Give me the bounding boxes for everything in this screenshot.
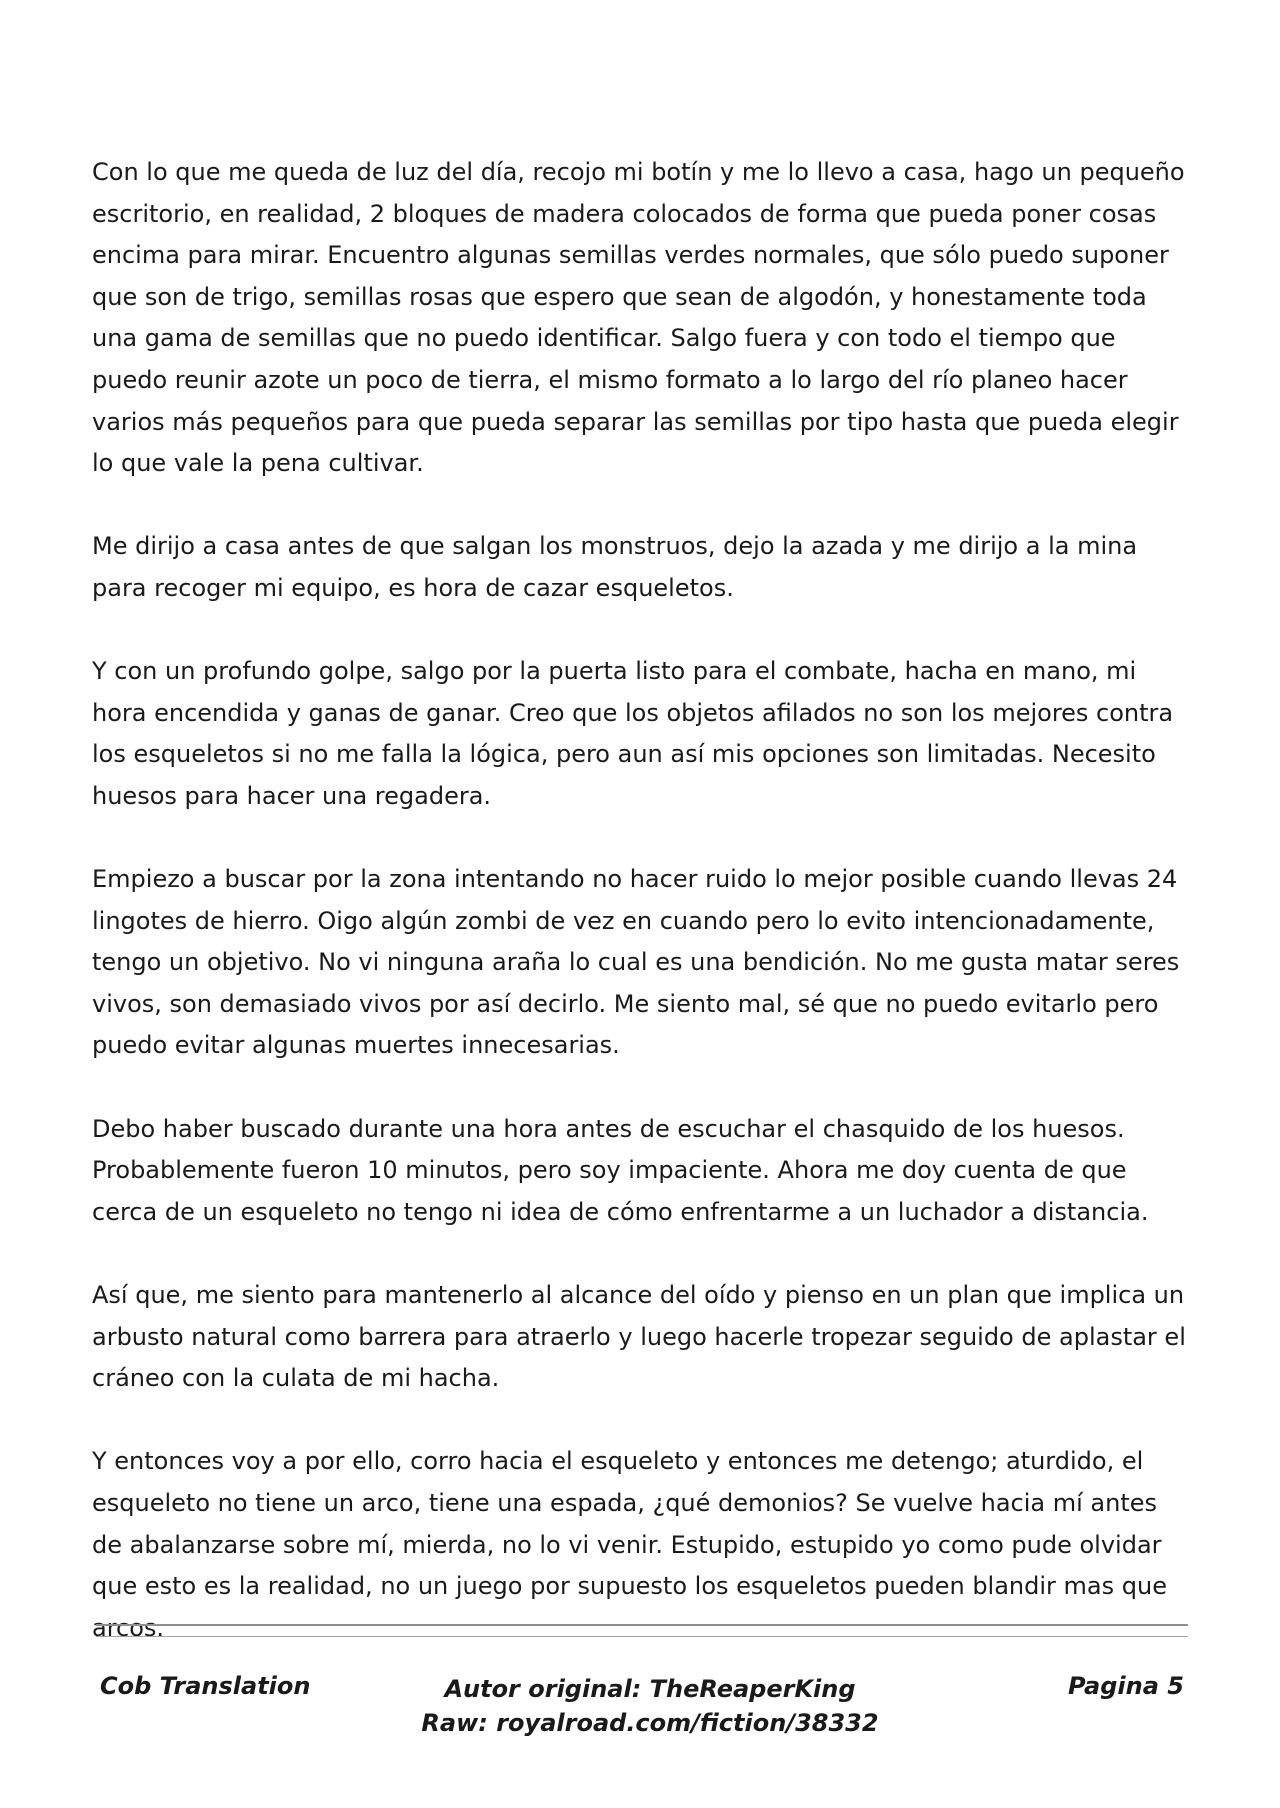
paragraph-2: Me dirijo a casa antes de que salgan los monstruos, dejo la azada y me dirijo a la mina para recoger mi equipo, es hora de cazar esqueletos.: [92, 532, 1138, 602]
footer-raw-source: Raw: royalroad.com/fiction/38332: [421, 1709, 879, 1737]
paragraph-7: Y entonces voy a por ello, corro hacia el esqueleto y entonces me detengo; aturdido, el esqueleto no tiene un arco, tiene una espada, ¿qué demonios? Se vuelve hacia mí antes de abalanzarse sobre mí, mierda, no lo vi venir. Estupido, estupido yo como pude olvidar que esto es la realidad, no un juego por supuesto los esqueletos pueden blandir mas que arcos.: [92, 1447, 1167, 1642]
paragraph-3: Y con un profundo golpe, salgo por la puerta listo para el combate, hacha en mano, mi hora encendida y ganas de ganar. Creo que los objetos afilados no son los mejores contra los esqueletos si no me falla la lógica, pero aun así mis opciones son limitadas. Necesito huesos para hacer una regadera.: [92, 657, 1174, 810]
footer-translator-credit: Cob Translation: [100, 1672, 311, 1700]
paragraph-5: Debo haber buscado durante una hora antes de escuchar el chasquido de los huesos. Probablemente fueron 10 minutos, pero soy impaciente. Ahora me doy cuenta de que cerca de un esqueleto no tengo ni idea de cómo enfrentarme a un luchador a distancia.: [92, 1114, 1149, 1226]
document-body: [92, 152, 1192, 1691]
paragraph-4: Empiezo a buscar por la zona intentando no hacer ruido lo mejor posible cuando llevas 24 lingotes de hierro. Oigo algún zombi de vez en cuando pero lo evito intencionadamente, tengo un objetivo. No vi ninguna araña lo cual es una bendición. No me gusta matar seres vivos, son demasiado vivos por así decirlo. Me siento mal, sé que no puedo evitarlo pero puedo evitar algunas muertes innecesarias.: [92, 865, 1180, 1060]
footer-page-number: Pagina 5: [1068, 1672, 1184, 1700]
footer-divider-bottom: [96, 1636, 1188, 1637]
paragraph-1: Con lo que me queda de luz del día, recojo mi botín y me lo llevo a casa, hago un pequeño escritorio, en realidad, 2 bloques de madera colocados de forma que pueda poner cosas encima para mirar. Encuentro algunas semillas verdes normales, que sólo puedo suponer que son de trigo, semillas rosas que espero que sean de algodón, y honestamente toda una gama de semillas que no puedo identificar. Salgo fuera y con todo el tiempo que puedo reunir azote un poco de tierra, el mismo formato a lo largo del río planeo hacer varios más pequeños para que pueda separar las semillas por tipo hasta que pueda elegir lo que vale la pena cultivar.: [92, 158, 1185, 478]
footer-original-author: Autor original: TheReaperKing: [444, 1675, 856, 1703]
paragraph-6: Así que, me siento para mantenerlo al alcance del oído y pienso en un plan que implica un arbusto natural como barrera para atraerlo y luego hacerle tropezar seguido de aplastar el cráneo con la culata de mi hacha.: [92, 1281, 1186, 1393]
footer-source-credit: [390, 1672, 910, 1740]
footer-divider-top: [96, 1624, 1188, 1626]
